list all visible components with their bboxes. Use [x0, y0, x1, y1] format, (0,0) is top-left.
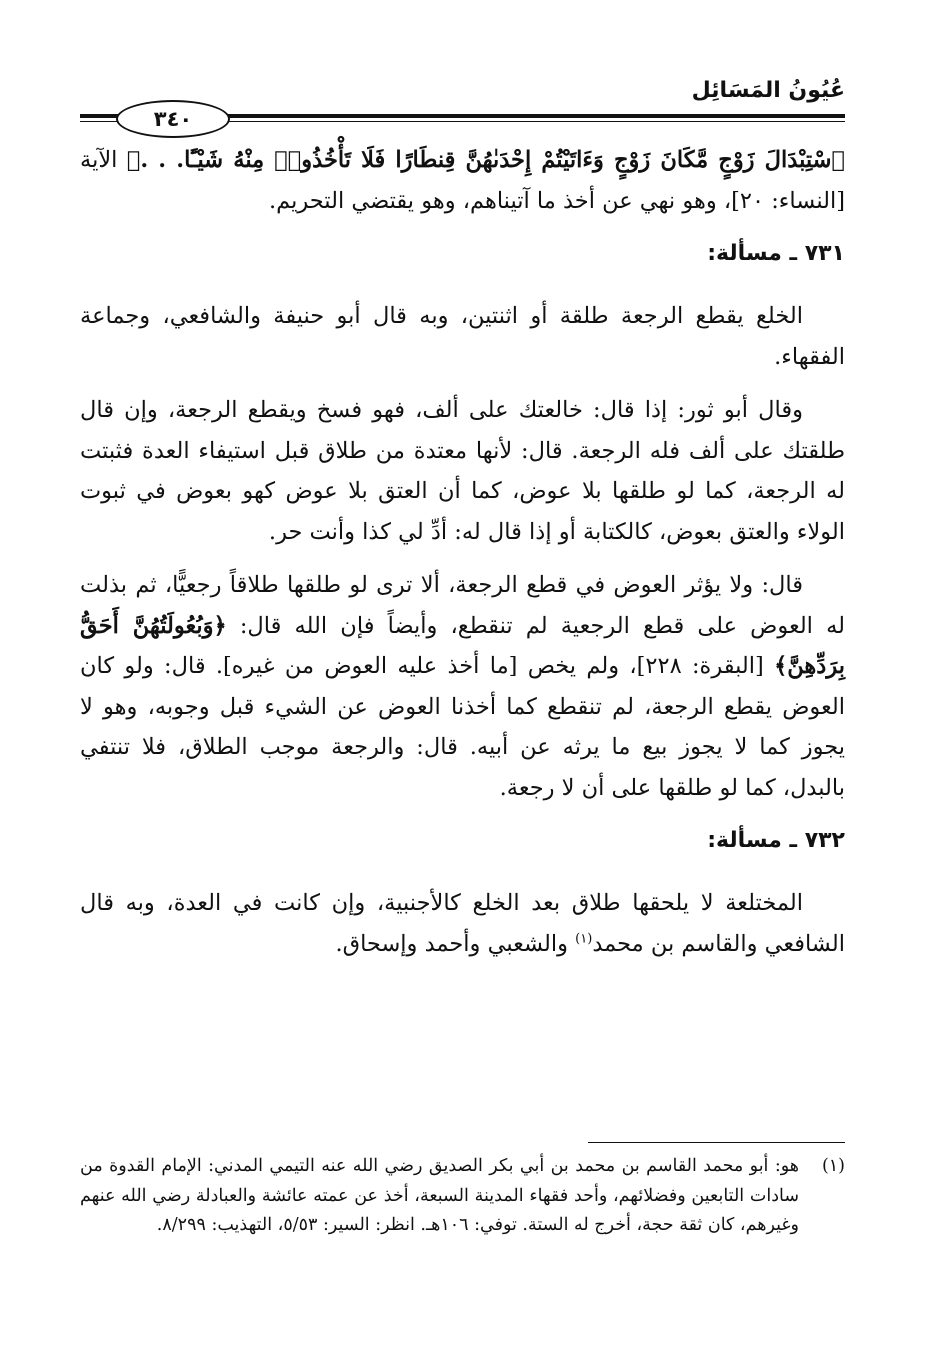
footnote-text: هو: أبو محمد القاسم بن محمد بن أبي بكر الصديق رضي الله عنه التيمي المدني: الإمام القدوة من سادات التابعين وفضلائهم، وأحد فقهاء المدينة السبعة، أخذ عن عمته عائشة والعبادلة رضي الله عنهم وغيرهم، كان ثقة حجة، أخرج له الستة. توفي: ١٠٦هـ. انظر: السير: ٥/٥٣، التهذيب: ٨/٢٩٩. — [80, 1156, 799, 1235]
footnote-separator — [588, 1142, 845, 1143]
footnote — [80, 1152, 845, 1241]
paragraph: وقال أبو ثور: إذا قال: خالعتك على ألف، فهو فسخ ويقطع الرجعة، وإن قال طلقتك على ألف فله الرجعة. قال: لأنها معتدة من طلاق قبل استيفاء العدة فثبتت له الرجعة، كما لو طلقها بلا عوض، كما أن العتق بلا عوض كهو بعوض في ثبوت الولاء والعتق بعوض، كالكتابة أو إذا قال له: أدِّ لي كذا وأنت حر. — [80, 397, 845, 545]
quran-verse: ٱسْتِبْدَالَ زَوْجٍ مَّكَانَ زَوْجٍ وَءَاتَيْتُمْ إِحْدَىٰهُنَّ قِنطَارًا فَلَا تَأْخُذُوا۟ مِنْهُ شَيْـًٔا. . .﴾ — [126, 147, 845, 173]
main-text — [80, 140, 845, 977]
quran-verse: ﴿وَبُعُولَتُهُنَّ أَحَقُّ بِرَدِّهِنَّ﴾ — [80, 612, 845, 679]
issue-heading-732: ٧٣٢ ـ مسألة: — [707, 828, 845, 853]
paragraph-verse-continuation — [80, 140, 845, 221]
issue-heading-731: ٧٣١ ـ مسألة: — [707, 241, 845, 266]
page-number: ٣٤٠ — [116, 100, 230, 138]
book-title: عُيُونُ المَسَائِل — [691, 78, 845, 103]
paragraph — [80, 565, 845, 808]
page-header — [80, 78, 845, 130]
footnote-number: (١) — [821, 1156, 845, 1176]
paragraph-text: الآية [النساء: ٢٠]، وهو نهي عن أخذ ما آتيناهم، وهو يقتضي التحريم. — [80, 147, 845, 214]
paragraph-text: والشعبي وأحمد وإسحاق. — [335, 930, 576, 957]
paragraph — [80, 883, 845, 964]
footnotes — [80, 1152, 845, 1241]
paragraph-text: قال: ولا يؤثر العوض في قطع الرجعة، ألا ترى لو طلقها طلاقاً رجعيًّا، ثم بذلت له العوض على قطع الرجعية لم تنقطع، وأيضاً فإن الله قال: — [80, 572, 846, 639]
paragraph-text: المختلعة لا يلحقها طلاق بعد الخلع كالأجنبية، وإن كانت في العدة، وبه قال الشافعي والقاسم بن محمد — [80, 890, 845, 957]
footnote-reference[interactable]: (١) — [575, 931, 593, 946]
paragraph: الخلع يقطع الرجعة طلقة أو اثنتين، وبه قال أبو حنيفة والشافعي، وجماعة الفقهاء. — [80, 303, 845, 370]
paragraph-text: [البقرة: ٢٢٨]، ولم يخص [ما أخذ عليه العوض من غيره]. قال: ولو كان العوض يقطع الرجعة، لم تنقطع كما أخذنا العوض عن الشيء قبل وجوبه، وهو لا يجوز كما لا يجوز بيع ما يرثه عن أبيه. قال: والرجعة موجب الطلاق، فلا تنتفي بالبدل، كما لو طلقها على أن لا رجعة. — [80, 653, 845, 801]
